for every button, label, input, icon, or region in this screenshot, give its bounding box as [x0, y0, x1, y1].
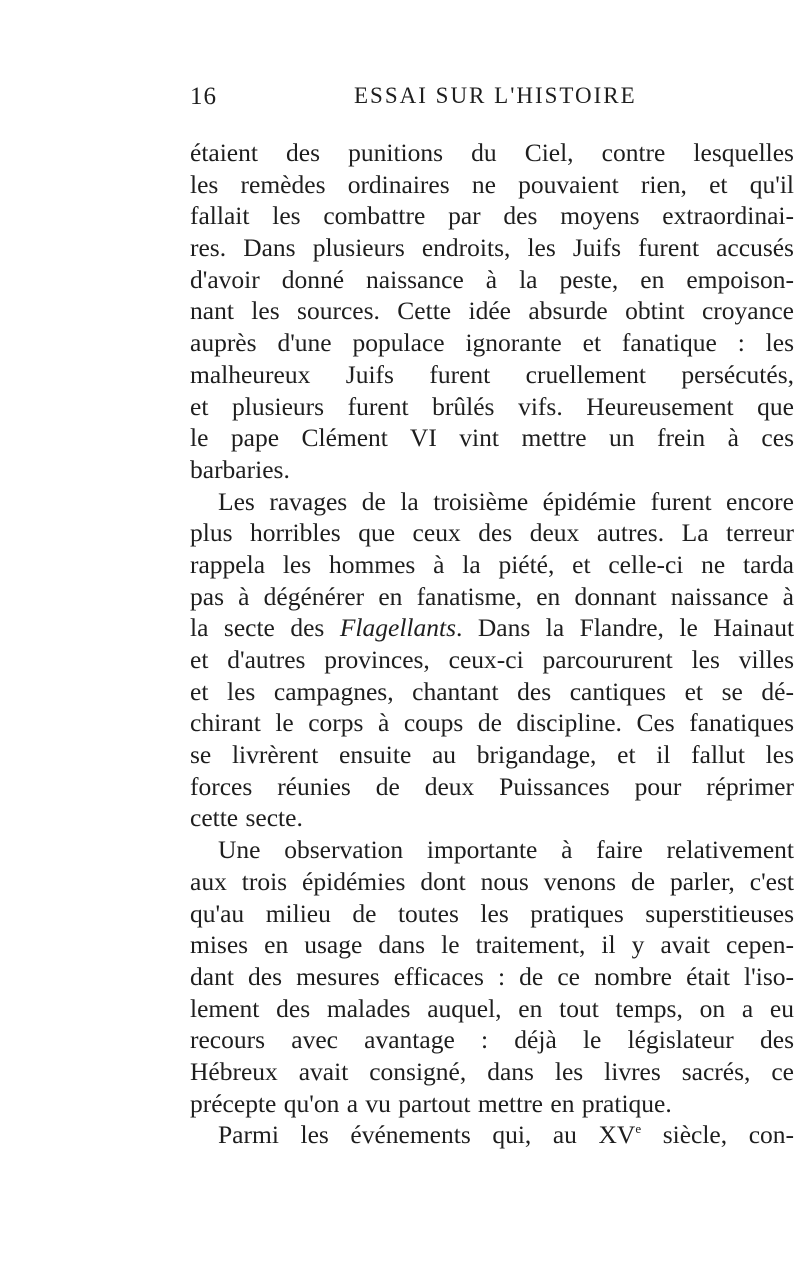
text-line: dant des mesures efficaces : de ce nombre était l'iso-: [190, 961, 794, 991]
text-line: Hébreux avait consigné, dans les livres sacrés, ce: [190, 1056, 794, 1086]
text-fragment: siècle, con-: [662, 1120, 795, 1150]
roman-numeral: XV: [598, 1120, 636, 1150]
text-line: mises en usage dans le traitement, il y avait cepen-: [190, 930, 794, 960]
text-line: Les ravages de la troisième épidémie furent encore: [218, 486, 794, 516]
text-line: et d'autres provinces, ceux-ci parcoururent les villes: [190, 645, 794, 674]
text-line: et plusieurs furent brûlés vifs. Heureusement que: [190, 391, 794, 421]
text-line: auprès d'une populace ignorante et fanatique : les: [190, 328, 794, 358]
text-fragment: Parmi les événements qui, au: [218, 1120, 577, 1150]
text-line: les remèdes ordinaires ne pouvaient rien, et qu'il: [190, 169, 794, 199]
text-line: forces réunies de deux Puissances pour réprimer: [190, 771, 794, 801]
text-line: plus horribles que ceux des deux autres. La terreur: [190, 518, 794, 548]
text-line: rappela les hommes à la piété, et celle-ci ne tarda: [190, 549, 794, 579]
paragraph: [190, 1119, 794, 1151]
text-line: qu'au milieu de toutes les pratiques superstitieuses: [190, 898, 794, 928]
paragraph: [190, 486, 794, 835]
text-line: recours avec avantage : déjà le législateur des: [190, 1025, 794, 1055]
text-line: fallait les combattre par des moyens extraordinai-: [190, 201, 794, 231]
text-line: [190, 1119, 794, 1151]
text-line: aux trois épidémies dont nous venons de parler, c'est: [190, 866, 794, 896]
text-line: malheureux Juifs furent cruellement persécutés,: [190, 359, 794, 389]
text-line: et les campagnes, chantant des cantiques et se dé-: [190, 676, 794, 706]
text-line: étaient des punitions du Ciel, contre lesquelles: [190, 138, 794, 167]
body-text: [190, 137, 794, 1151]
text-line: précepte qu'on a vu partout mettre en pratique.: [190, 1088, 672, 1118]
text-fragment: la secte des: [190, 613, 325, 643]
text-line: chirant le corps à coups de discipline. Ces fanatiques: [190, 708, 794, 738]
text-line: barbaries.: [190, 454, 290, 484]
text-line: [190, 612, 794, 644]
text-line: nant les sources. Cette idée absurde obtint croyance: [190, 296, 794, 326]
page-number: 16: [190, 83, 217, 110]
paragraph: [190, 137, 794, 486]
text-line: pas à dégénérer en fanatisme, en donnant naissance à: [190, 581, 794, 611]
running-head: [190, 83, 790, 117]
text-line: lement des malades auquel, en tout temps, on a eu: [190, 993, 794, 1023]
text-line: se livrèrent ensuite au brigandage, et il fallut les: [190, 740, 794, 770]
text-line: cette secte.: [190, 803, 303, 833]
text-line: res. Dans plusieurs endroits, les Juifs furent accusés: [190, 233, 794, 263]
text-fragment: . Dans la Flandre, le Hainaut: [456, 613, 795, 643]
superscript: e: [635, 1121, 642, 1137]
running-title: ESSAI SUR L'HISTOIRE: [354, 83, 637, 108]
text-line: le pape Clément VI vint mettre un frein à ces: [190, 423, 794, 453]
paragraph: [190, 834, 794, 1119]
text-line: d'avoir donné naissance à la peste, en empoison-: [190, 264, 794, 294]
italic-term: Flagellants: [339, 613, 457, 643]
text-line: Une observation importante à faire relativement: [218, 835, 794, 865]
